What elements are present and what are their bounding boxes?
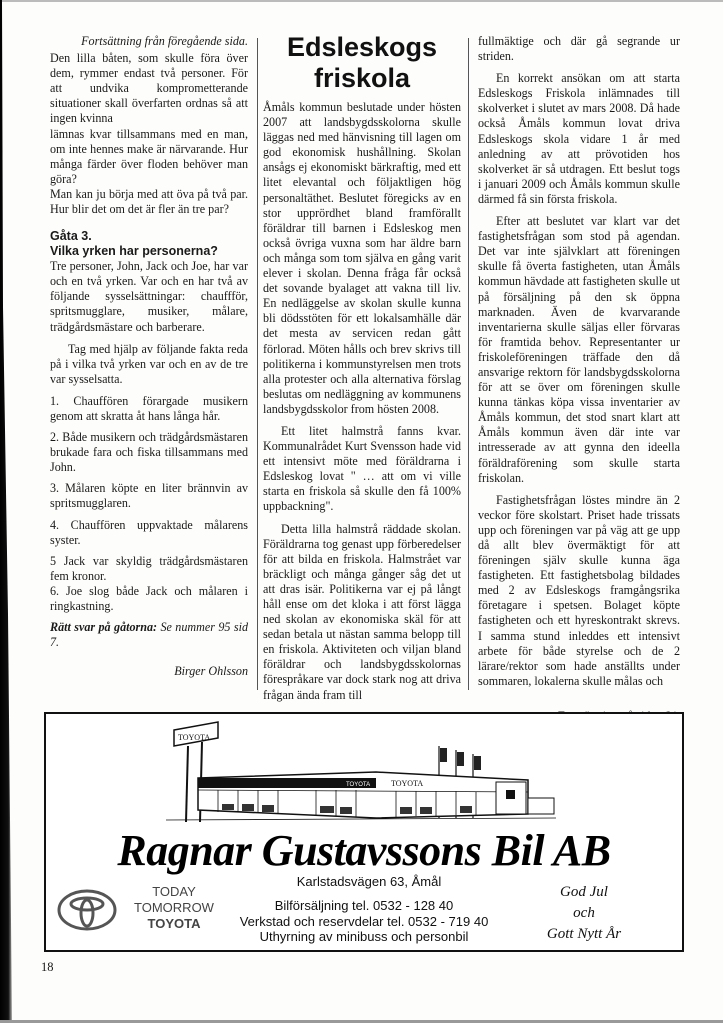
scan-shadow-left bbox=[0, 0, 14, 1023]
riddle-question: Vilka yrken har personerna? bbox=[50, 244, 218, 259]
riddle-heading: Gåta 3. bbox=[50, 229, 92, 244]
article-paragraph: Efter att beslutet var klart var det fastighetsfrågan som stod på agendan. Det var inte självklart att föreningen skulle få överta fastigheten, utan Åmåls kommun hävdade att fastigheten skulle ut på försäljning på den sk öppna marknaden. Även de kvarvarande inventarierna skulle säljas eller förvaras för framtida behov. Representanter ur friskoleföreningen träffade den då ansvarige rektorn för landsbygdsskolorna för att se över om föreningen skulle kunna tänkas köpa vissa inventarier av Åmåls kommun, det stod snart klart att Åmåls kommun även där inte var intresserade av att gynna den ideella föräldraförening som skulle starta friskolan. bbox=[478, 214, 680, 485]
riddle-fact: 5 Jack var skyldig trädgårdsmästaren fem kronor. bbox=[50, 553, 248, 583]
contact-sales: Bilförsäljning tel. 0532 - 128 40 bbox=[274, 898, 454, 913]
contact-list bbox=[224, 898, 504, 945]
page-top-edge bbox=[0, 0, 723, 2]
riddle-instruction: Tag med hjälp av följande fakta reda på i vilka två yrken var och en av de tre var sysselsatta. bbox=[50, 341, 248, 386]
article-paragraph: Ett litet halmstrå fanns kvar. Kommunalrådet Kurt Svensson hade vid ett intensivt möte med föräldrarna i Edsleskog lovat " … att om vi ville starta en friskola så skulle den få 100% uppbackning". bbox=[263, 423, 461, 514]
article-headline: Edsleskogs friskola bbox=[286, 32, 438, 93]
showroom-building bbox=[166, 772, 556, 820]
dealer-advertisement bbox=[44, 712, 684, 952]
intro-paragraph: lämnas kvar tillsammans med en man, om inte hennes make är närvarande. Hur många färder över floden behöver man göra? bbox=[50, 126, 248, 186]
greeting-line: God Jul bbox=[560, 884, 608, 900]
author-signature: Birger Ohlsson bbox=[174, 664, 248, 679]
intro-paragraph: Den lilla båten, som skulle föra över dem, rymmer endast två personer. För att undvika komprometterande situationer skall överfarten ordnas så att ingen kvinna bbox=[50, 51, 248, 126]
svg-text:TOYOTA: TOYOTA bbox=[346, 782, 371, 788]
article-paragraph: Detta lilla halmstrå räddade skolan. Föräldrarna tog genast upp förberedelser för att bilda en friskola. Halmstrået var bräckligt och många gånger såg det ut att dras isär. Politikerna var ej på långt håll ense om det kloka i att först lägga ned skolan av ekonomiska skäl för att sedan betala ut nästan samma belopp till en friskola. Aktiviteten och viljan bland föräldrar och landsbygdsskolornas förespråkare var dock stark nog att driva frågan ända fram till bbox=[263, 521, 461, 702]
tagline-line: TOMORROW bbox=[134, 900, 214, 915]
answer-text: Se nummer 95 sid 7. bbox=[50, 620, 248, 650]
intro-paragraph: Man kan ju börja med att öva på två par. Hur blir det om det är fler än tre par? bbox=[50, 186, 248, 217]
column-divider bbox=[468, 38, 469, 690]
holiday-greeting bbox=[514, 882, 654, 945]
article-paragraph: En korrekt ansökan om att starta Edsleskogs Friskola inlämnades till skolverket i slutet av mars 2008. Då hade också Åmåls kommun lovat driva Edsleskogs skola vidare 1 år med anledning av att prövotiden hos skolverket är så utdragen. Ett beslut togs i januari 2009 och Åmåls kommun skulle därmed få sin första friskola. bbox=[478, 71, 680, 206]
brand-tagline bbox=[124, 884, 224, 932]
answer-label: Rätt svar på gåtorna: bbox=[50, 620, 158, 635]
contact-service: Verkstad och reservdelar tel. 0532 - 719 40 bbox=[239, 913, 489, 929]
riddle-fact: 2. Både musikern och trädgårdsmästaren brukade fara och fiska tillsammans med John. bbox=[50, 430, 248, 475]
svg-text:TOYOTA: TOYOTA bbox=[391, 779, 424, 788]
left-column bbox=[50, 34, 248, 686]
continued-from-note: Fortsättning från föregående sida. bbox=[81, 34, 248, 48]
toyota-logo-icon bbox=[56, 888, 118, 932]
column-divider bbox=[257, 38, 258, 690]
company-address: Karlstadsvägen 63, Åmål bbox=[296, 874, 442, 889]
article-paragraph: fullmäktige och där gå segrande ur striden. bbox=[478, 34, 680, 64]
company-name: Ragnar Gustavssons Bil AB bbox=[117, 826, 611, 875]
answer-reference bbox=[50, 620, 248, 650]
riddle-description: Tre personer, John, Jack och Joe, har var och en två yrken. Var och en har två av följande sysselsättningar: chauffför, spritsmugglare, musiker, målare, trädgårdsmästare och barberare. bbox=[50, 259, 248, 334]
riddle-fact: 4. Chauffören uppvaktade målarens syster. bbox=[50, 517, 248, 547]
article-paragraph: Åmåls kommun beslutade under hösten 2007 att landsbygdsskolorna skulle läggas ned med hänvisning till lagen om god ekonomisk hushållning. Skolan ansågs ej ekonomiskt bärkraftig, med ett litet elevantal och följaktligen hög personaltäthet. Beslutet föregicks av en stor upprördhet bland framförallt föräldrar till barnen i Edsleskog men också övriga vuxna som har äldre barn och många som tom själva en gång varit elever i skolan. Denna fråga får också det sovande byalaget att vakna till liv. En nedläggelse av skolan skulle kunna bli dödsstöten för ett lokalsamhälle där det mesta av servicen redan gått förlorad. Möten hålls och brev skrivs till politikerna i kommunstyrelsen men trots alla protester och alla alternativa förslag beslutas om nedläggning av kommunens landsbygdsskolor from hösten 2008. bbox=[263, 100, 461, 416]
greeting-line: och bbox=[573, 905, 595, 921]
right-column bbox=[478, 34, 680, 731]
middle-column bbox=[263, 34, 461, 710]
page-number: 18 bbox=[41, 960, 54, 974]
riddle-fact: 6. Joe slog både Jack och målaren i ringkastning. bbox=[50, 583, 248, 613]
article-paragraph: Fastighetsfrågan löstes mindre än 2 veckor före skolstart. Priset hade trissats upp och föreningen var på väg att ge upp då allt blev övermäktigt för att föreningen själv skulle kunna äga fastigheten. Ett fastighetsbolag bildades med 2 av Edsleskogs framgångsrika företagare i spetsen. Bolaget köpte fastigheten och ett hyreskontrakt skrevs. I samma stund inleddes ett intensivt arbete för både styrelse och de 2 lärare/rektor som hade anställts under sommaren, lokalerna skulle målas och bbox=[478, 492, 680, 688]
svg-text:TOYOTA: TOYOTA bbox=[178, 733, 211, 742]
contact-rental: Uthyrning av minibuss och personbil bbox=[259, 929, 469, 944]
greeting-line: Gott Nytt År bbox=[546, 926, 622, 942]
tagline-line: TODAY bbox=[152, 884, 196, 899]
dealership-illustration bbox=[136, 718, 596, 828]
tagline-line: TOYOTA bbox=[147, 916, 201, 931]
riddle-fact: 3. Målaren köpte en liter brännvin av spritsmugglaren. bbox=[50, 481, 248, 511]
riddle-fact: 1. Chauffören förargade musikern genom att skratta åt hans långa hår. bbox=[50, 393, 248, 423]
